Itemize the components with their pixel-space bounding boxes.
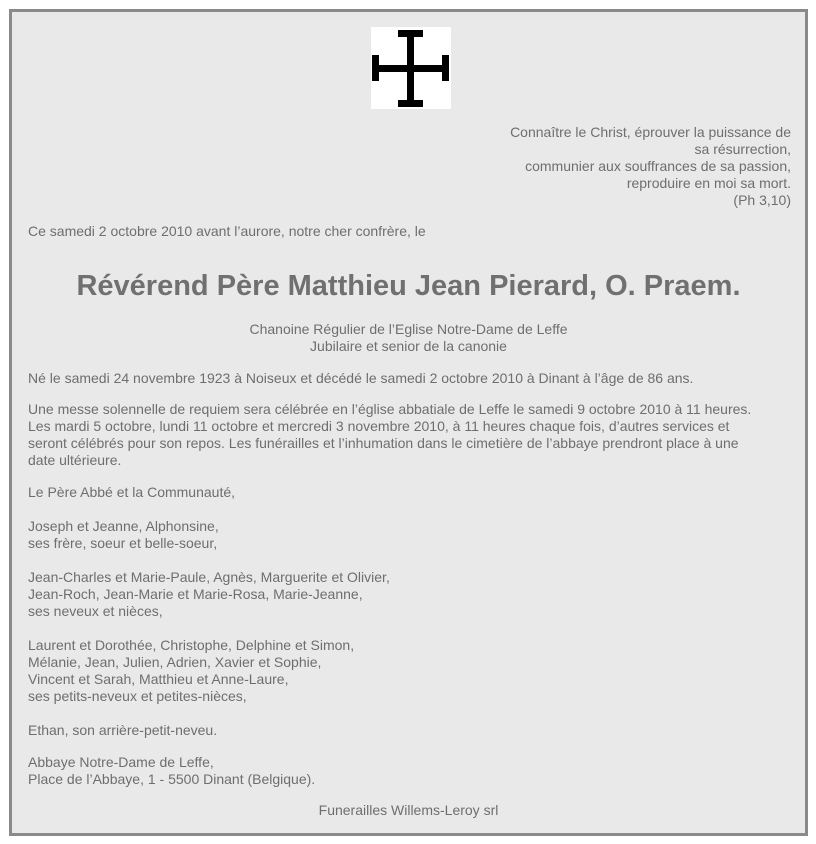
scripture-quote <box>371 124 791 209</box>
family-line: ses frère, soeur et belle-soeur, <box>28 535 218 551</box>
quote-reference: (Ph 3,10) <box>733 192 791 208</box>
family-line: Joseph et Jeanne, Alphonsine, <box>28 518 219 534</box>
grand-nephews-block <box>28 637 788 705</box>
family-line: ses petits-neveux et petites-nièces, <box>28 688 247 704</box>
mass-announcement <box>28 401 788 469</box>
mass-line: Les mardi 5 octobre, lundi 11 octobre et mercredi 3 novembre 2010, à 11 heures chaque fois, d’autres services et <box>28 418 730 434</box>
mass-line: date ultérieure. <box>28 452 122 468</box>
deceased-titles <box>12 321 805 355</box>
mass-line: Une messe solennelle de requiem sera célébrée en l’église abbatiale de Leffe le samedi 9 octobre 2010 à 11 heures. <box>28 401 752 417</box>
family-line: Laurent et Dorothée, Christophe, Delphine et Simon, <box>28 637 355 653</box>
cross-potent-icon <box>371 27 451 109</box>
deceased-name: Révérend Père Matthieu Jean Pierard, O. Praem. <box>76 270 741 302</box>
quote-line: sa résurrection, <box>694 141 791 157</box>
nephews-block <box>28 569 788 620</box>
address-line: Place de l’Abbaye, 1 - 5500 Dinant (Belgique). <box>28 771 316 787</box>
family-line: Jean-Charles et Marie-Paule, Agnès, Marguerite et Olivier, <box>28 569 390 585</box>
intro-text: Ce samedi 2 octobre 2010 avant l’aurore, notre cher confrère, le <box>28 223 426 239</box>
family-line: Jean-Roch, Jean-Marie et Marie-Rosa, Marie-Jeanne, <box>28 586 363 602</box>
great-grand-nephew-line: Ethan, son arrière-petit-neveu. <box>28 722 218 738</box>
birth-death-text: Né le samedi 24 novembre 1923 à Noiseux et décédé le samedi 2 octobre 2010 à Dinant à l’âge de 86 ans. <box>28 370 694 386</box>
community-line: Le Père Abbé et la Communauté, <box>28 484 236 500</box>
quote-line: communier aux souffrances de sa passion, <box>525 158 791 174</box>
address-block <box>28 754 788 788</box>
quote-line: Connaître le Christ, éprouver la puissance de <box>510 124 791 140</box>
mass-line: seront célébrés pour son repos. Les funérailles et l’inhumation dans le cimetière de l’abbaye prendront place à une <box>28 435 739 451</box>
quote-line: reproduire en moi sa mort. <box>626 175 791 191</box>
obituary-card <box>9 9 808 836</box>
siblings-block <box>28 518 788 552</box>
family-line: Vincent et Sarah, Matthieu et Anne-Laure, <box>28 671 289 687</box>
title-line: Jubilaire et senior de la canonie <box>310 338 507 354</box>
address-line: Abbaye Notre-Dame de Leffe, <box>28 754 214 770</box>
family-line: Mélanie, Jean, Julien, Adrien, Xavier et Sophie, <box>28 654 322 670</box>
title-line: Chanoine Régulier de l’Eglise Notre-Dame de Leffe <box>249 321 568 337</box>
funeral-home: Funerailles Willems-Leroy srl <box>318 802 499 818</box>
family-line: ses neveux et nièces, <box>28 603 163 619</box>
